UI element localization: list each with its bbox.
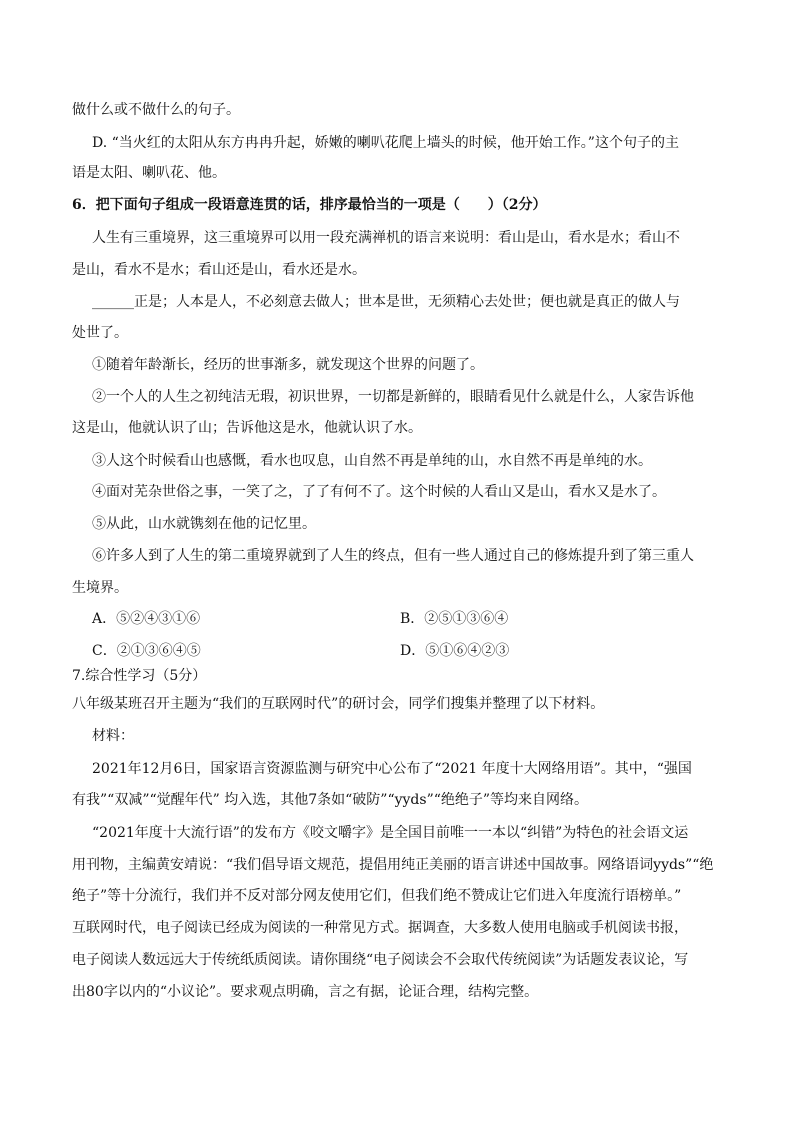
material-paragraph-3-cont: 电子阅读人数远远大于传统纸质阅读。请你围绕“电子阅读会不会取代传统阅读”为话题发表议论，写 [72, 952, 689, 968]
sentence-2-cont: 这是山，他就认识了山；告诉他这是水，他就认识了水。 [72, 420, 422, 436]
passage-line: 是山，看水不是水；看山还是山，看水还是水。 [72, 262, 366, 278]
material-paragraph-1-cont: 有我”“双减”“觉醒年代” 均入选，其他7条如“破防”“yyds”“绝绝子”等均来自网络。 [72, 792, 589, 808]
passage-line: 处世了。 [72, 325, 128, 341]
option-b: B．②⑤①③⑥④ [400, 611, 509, 627]
question-6-title: 6．把下面句子组成一段语意连贯的话，排序最恰当的一项是（ ）（2分） [72, 197, 547, 213]
material-paragraph-3: 互联网时代，电子阅读已经成为阅读的一种常见方式。据调查，大多数人使用电脑或手机阅读书报， [72, 920, 688, 936]
sentence-6: ⑥许多人到了人生的第二重境界就到了人生的终点，但有一些人通过自己的修炼提升到了第三重人 [92, 548, 694, 564]
passage-line: ______正是；人本是人，不必刻意去做人；世本是世，无须精心去处世；便也就是真正的做人与 [92, 294, 680, 310]
material-paragraph-3-cont: 出80字以内的“小议论”。要求观点明确，言之有据，论证合理，结构完整。 [72, 984, 539, 1000]
question-7-title: 7.综合性学习（5分） [72, 668, 207, 684]
text-line: 语是太阳、喇叭花、他。 [72, 165, 226, 181]
passage-line: 人生有三重境界，这三重境界可以用一段充满禅机的语言来说明：看山是山，看水是水；看山不 [92, 230, 680, 246]
question-7-intro: 八年级某班召开主题为“我们的互联网时代”的研讨会，同学们搜集并整理了以下材料。 [72, 696, 605, 712]
text-line: 做什么或不做什么的句子。 [72, 102, 240, 118]
material-paragraph-2-cont: 用刊物，主编黄安靖说：“我们倡导语文规范，提倡用纯正美丽的语言讲述中国故事。网络语词yyds”“绝 [72, 857, 714, 873]
sentence-2: ②一个人的人生之初纯洁无瑕，初识世界，一切都是新鲜的，眼睛看见什么就是什么，人家告诉他 [92, 389, 694, 405]
sentence-1: ①随着年龄渐长，经历的世事渐多，就发现这个世界的问题了。 [92, 357, 484, 373]
sentence-3: ③人这个时候看山也感慨，看水也叹息，山自然不再是单纯的山，水自然不再是单纯的水。 [92, 453, 652, 469]
option-d: D．⑤①⑥④②③ [400, 643, 510, 659]
sentence-6-cont: 生境界。 [72, 580, 128, 596]
option-a: A．⑤②④③①⑥ [92, 611, 201, 627]
option-c: C．②①③⑥④⑤ [92, 643, 201, 659]
material-paragraph-2: “2021年度十大流行语”的发布方《咬文嚼字》是全国目前唯一一本以“纠错”为特色的社会语文运 [92, 825, 689, 841]
material-label: 材料： [92, 728, 134, 744]
material-paragraph-1: 2021年12月6日，国家语言资源监测与研究中心公布了“2021 年度十大网络用语”。其中，“强国 [92, 761, 692, 777]
option-d-statement: D. “当火红的太阳从东方冉冉升起，娇嫩的喇叭花爬上墙头的时候，他开始工作。”这个句子的主 [92, 135, 679, 151]
sentence-4: ④面对芜杂世俗之事，一笑了之，了了有何不了。这个时候的人看山又是山，看水又是水了。 [92, 484, 666, 500]
material-paragraph-2-cont: 绝子”等十分流行，我们并不反对部分网友使用它们，但我们绝不赞成让它们进入年度流行语榜单。” [72, 888, 682, 904]
sentence-5: ⑤从此，山水就镌刻在他的记忆里。 [92, 516, 316, 532]
